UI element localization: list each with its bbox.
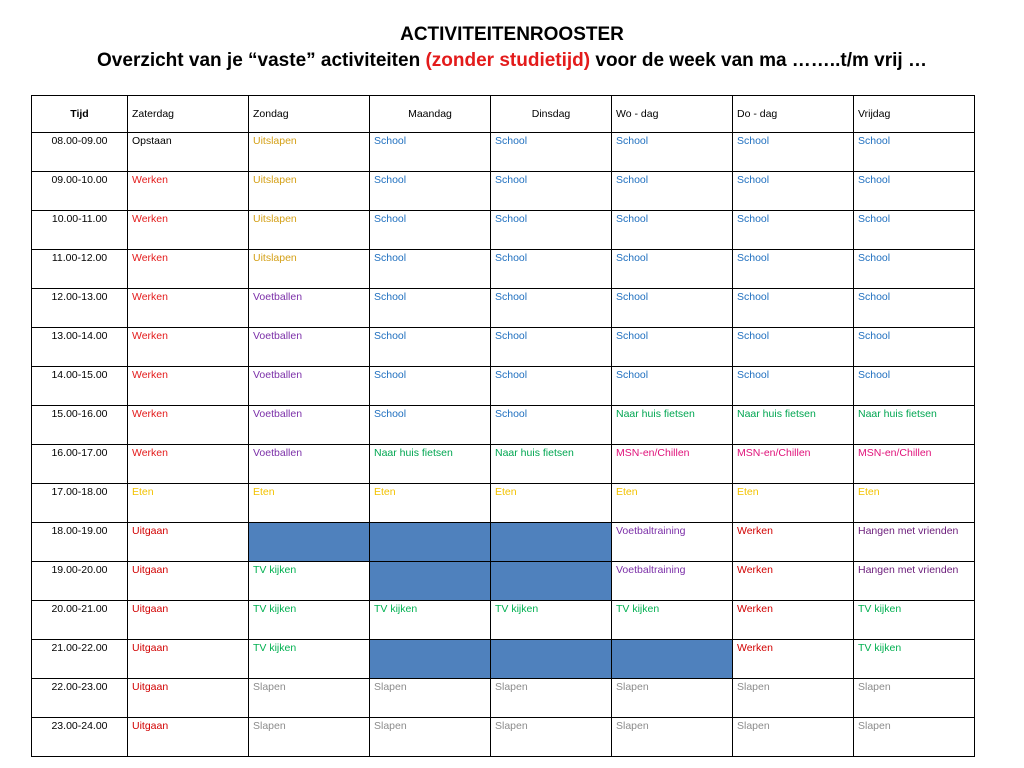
activity-cell: Slapen [612,718,733,757]
table-row [32,601,975,640]
activity-cell: School [854,133,975,172]
activity-cell: Uitgaan [128,562,249,601]
activity-cell: School [733,211,854,250]
activity-cell: Naar huis fietsen [612,406,733,445]
activity-cell: Naar huis fietsen [854,406,975,445]
activity-cell: Slapen [370,679,491,718]
activity-cell: School [612,172,733,211]
activity-cell: School [370,367,491,406]
table-row [32,133,975,172]
table-row [32,289,975,328]
time-cell: 08.00-09.00 [32,133,128,172]
empty-slot-cell [370,562,491,601]
activity-cell: Werken [733,601,854,640]
subtitle-part1: Overzicht van je “vaste” activiteiten [97,50,426,71]
activity-cell: TV kijken [249,640,370,679]
column-header-wo-dag: Wo - dag [612,96,733,133]
time-cell: 16.00-17.00 [32,445,128,484]
activity-cell: Slapen [249,679,370,718]
activity-cell: School [370,289,491,328]
table-row [32,172,975,211]
column-header-dinsdag: Dinsdag [491,96,612,133]
activity-cell: School [612,211,733,250]
table-row [32,328,975,367]
activity-cell: Slapen [491,679,612,718]
activity-cell: TV kijken [854,601,975,640]
time-cell: 10.00-11.00 [32,211,128,250]
activity-cell: Uitslapen [249,133,370,172]
page-title: ACTIVITEITENROOSTER [400,24,624,45]
table-row [32,406,975,445]
activity-cell: TV kijken [854,640,975,679]
column-header-maandag: Maandag [370,96,491,133]
activity-cell: Slapen [733,679,854,718]
activity-cell: Uitgaan [128,640,249,679]
activity-cell: School [370,211,491,250]
activity-cell: Voetbaltraining [612,523,733,562]
activity-cell: MSN-en/Chillen [612,445,733,484]
time-cell: 15.00-16.00 [32,406,128,445]
activity-cell: Werken [128,172,249,211]
activity-cell: School [491,250,612,289]
activity-cell: School [733,289,854,328]
table-row [32,679,975,718]
activity-cell: School [733,328,854,367]
activity-cell: Werken [733,523,854,562]
activity-cell: Hangen met vrienden [854,523,975,562]
activity-cell: School [854,172,975,211]
activity-cell: School [491,133,612,172]
activity-cell: Slapen [854,718,975,757]
activity-cell: Naar huis fietsen [491,445,612,484]
activity-cell: Voetballen [249,289,370,328]
activity-cell: School [733,367,854,406]
schedule-body [32,133,975,757]
activity-cell: Voetballen [249,406,370,445]
empty-slot-cell [491,562,612,601]
activity-cell: Werken [733,562,854,601]
activity-cell: Slapen [249,718,370,757]
activity-cell: School [491,289,612,328]
activity-cell: Slapen [733,718,854,757]
activity-cell: TV kijken [491,601,612,640]
subtitle-part2: voor de week van ma ……..t/m vrij … [590,50,927,71]
activity-cell: Eten [854,484,975,523]
activity-cell: School [854,328,975,367]
activity-cell: School [370,328,491,367]
column-header-tijd: Tijd [32,96,128,133]
subtitle-highlight: (zonder studietijd) [425,50,591,71]
time-cell: 12.00-13.00 [32,289,128,328]
header-row [32,96,975,133]
activity-cell: Eten [491,484,612,523]
activity-cell: Uitgaan [128,601,249,640]
activity-cell: School [733,133,854,172]
table-row [32,211,975,250]
activity-cell: School [491,328,612,367]
activity-cell: Werken [128,328,249,367]
activity-cell: Voetballen [249,328,370,367]
activity-cell: Uitslapen [249,172,370,211]
activity-cell: Eten [612,484,733,523]
activity-cell: School [612,289,733,328]
activity-cell: Slapen [854,679,975,718]
table-row [32,640,975,679]
table-row [32,523,975,562]
column-header-zondag: Zondag [249,96,370,133]
activity-cell: Werken [128,289,249,328]
activity-cell: School [612,367,733,406]
table-row [32,250,975,289]
activity-cell: School [854,250,975,289]
activity-cell: Werken [128,367,249,406]
activity-cell: School [612,250,733,289]
empty-slot-cell [370,523,491,562]
activity-cell: Naar huis fietsen [733,406,854,445]
activity-cell: Naar huis fietsen [370,445,491,484]
activity-cell: Werken [128,406,249,445]
title-block [0,22,1024,74]
table-row [32,484,975,523]
activity-cell: School [854,211,975,250]
time-cell: 20.00-21.00 [32,601,128,640]
time-cell: 11.00-12.00 [32,250,128,289]
activity-cell: Werken [128,250,249,289]
activity-cell: Eten [128,484,249,523]
activity-cell: Uitgaan [128,679,249,718]
time-cell: 22.00-23.00 [32,679,128,718]
activity-cell: School [370,133,491,172]
activity-cell: Slapen [370,718,491,757]
activity-cell: School [854,367,975,406]
activity-cell: Eten [370,484,491,523]
empty-slot-cell [491,523,612,562]
activity-cell: School [370,406,491,445]
activity-cell: School [370,172,491,211]
activity-cell: Werken [733,640,854,679]
activity-cell: School [733,250,854,289]
time-cell: 09.00-10.00 [32,172,128,211]
activity-cell: TV kijken [249,562,370,601]
activity-cell: School [491,172,612,211]
activity-cell: Slapen [491,718,612,757]
activity-cell: Opstaan [128,133,249,172]
time-cell: 17.00-18.00 [32,484,128,523]
activity-cell: Uitslapen [249,250,370,289]
schedule-table [31,95,975,757]
activity-cell: TV kijken [370,601,491,640]
time-cell: 18.00-19.00 [32,523,128,562]
time-cell: 21.00-22.00 [32,640,128,679]
activity-cell: School [612,328,733,367]
activity-cell: Voetballen [249,445,370,484]
activity-cell: Voetbaltraining [612,562,733,601]
empty-slot-cell [612,640,733,679]
activity-cell: Eten [249,484,370,523]
empty-slot-cell [249,523,370,562]
time-cell: 23.00-24.00 [32,718,128,757]
table-row [32,718,975,757]
activity-cell: Werken [128,211,249,250]
activity-cell: School [491,367,612,406]
activity-cell: School [612,133,733,172]
column-header-zaterdag: Zaterdag [128,96,249,133]
activity-cell: Uitslapen [249,211,370,250]
empty-slot-cell [491,640,612,679]
table-row [32,445,975,484]
activity-cell: MSN-en/Chillen [854,445,975,484]
activity-cell: TV kijken [612,601,733,640]
activity-cell: Werken [128,445,249,484]
activity-cell: Hangen met vrienden [854,562,975,601]
activity-cell: Uitgaan [128,718,249,757]
activity-cell: School [854,289,975,328]
time-cell: 13.00-14.00 [32,328,128,367]
empty-slot-cell [370,640,491,679]
activity-cell: TV kijken [249,601,370,640]
activity-cell: School [733,172,854,211]
activity-cell: School [491,211,612,250]
column-header-vrijdag: Vrijdag [854,96,975,133]
table-row [32,367,975,406]
activity-cell: Voetballen [249,367,370,406]
table-row [32,562,975,601]
activity-cell: Uitgaan [128,523,249,562]
column-header-do-dag: Do - dag [733,96,854,133]
activity-cell: School [370,250,491,289]
time-cell: 14.00-15.00 [32,367,128,406]
activity-cell: Slapen [612,679,733,718]
activity-cell: Eten [733,484,854,523]
activity-cell: MSN-en/Chillen [733,445,854,484]
activity-cell: School [491,406,612,445]
page-subtitle [0,48,1024,74]
time-cell: 19.00-20.00 [32,562,128,601]
